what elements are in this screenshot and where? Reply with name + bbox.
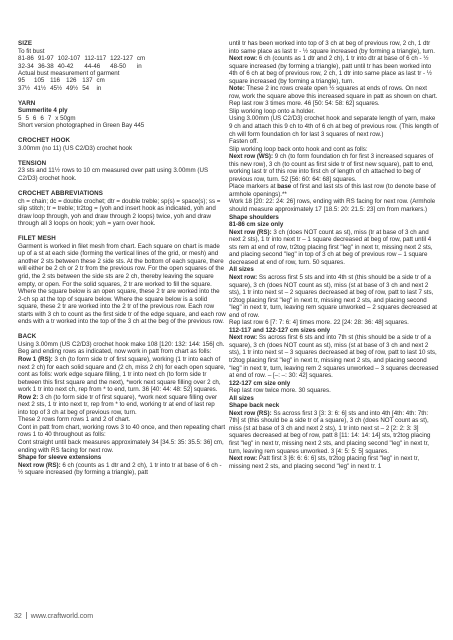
sleeve-next-row-text: 6 ch (counts as 1 dtr and 2 ch), 1 tr into tr at base of 6 ch - ½ square increased (by forming a triangle), patt: [18, 461, 222, 477]
actual-size-table: [18, 77, 109, 92]
place-markers: [229, 183, 439, 198]
neck-rs-row: [229, 410, 439, 455]
row-2-label: Row 2:: [18, 393, 39, 401]
back-instruction: Beg and ending rows as indicated, now work in patt from chart as folls:: [18, 348, 212, 356]
table-cell: 105: [34, 77, 45, 85]
yarn-name: Summerlite 4 ply: [18, 107, 68, 115]
table-cell: 112-117: [84, 55, 107, 63]
shoulder-next-text: Ss across first 5 sts and into 4th st (this should be a side tr of a square), 3 ch (does NOT count as st), miss (st at base of 3 ch and next 2 sts), 1 tr into next st – 2 squares decreased at beg of row, patt to last 7 sts, tr2tog placing first "leg" in next tr, missing next 2 sts, and placing second "leg" in next tr, turn, leaving rem square unworked – 2 squares decreased at end of row.: [229, 273, 438, 319]
rep-twice: Rep last row twice more. 30 squares.: [229, 387, 331, 395]
website-link[interactable]: www.craftworld.com: [30, 613, 94, 620]
neck-rs-text: Ss across first 3 [3: 3: 6: 6] sts and into 4th [4th: 4th: 7th: 7th] st (this should be a side tr of a square), 3 ch (does NOT count as st), miss (st at base of 3 ch and next 2 sts), 1 tr into next st – 2 [2: 2: 3: 3] squares decreased at beg of row, patt 8 [11: 14: 14: 14] sts, tr2tog placing first "leg" in next tr, missing next 2 sts, and placing second "leg" in next tr, turn, leaving rem squares unworked. 3 [4: 5: 5: 5] squares.: [229, 409, 431, 455]
size-122-heading: 122-127 cm size only: [229, 379, 291, 387]
right-column: [229, 40, 439, 470]
table-cell: 126: [66, 77, 77, 85]
table-cell: 122-127: [110, 55, 133, 63]
note-label: Note:: [229, 85, 245, 93]
table-cell: 49½: [66, 84, 79, 92]
back-straight: Cont straight until back measures approximately 34 [34.5: 35: 35.5: 36] cm, ending with RS facing for next row.: [18, 439, 224, 454]
footer-divider: [26, 612, 27, 619]
actual-bust-label: Actual bust measurement of garment: [18, 69, 120, 77]
yarn-heading: YARN: [18, 99, 36, 107]
tension-heading: TENSION: [18, 159, 47, 167]
neck-rs-label: Next row (RS):: [229, 409, 272, 417]
size-81-heading: 81-86 cm size only: [229, 221, 284, 229]
actual-size-row: [18, 77, 109, 84]
table-cell: x 50gm: [55, 114, 76, 122]
place-markers-c: of first and last sts of this last row (to denote base of armhole openings).**: [229, 183, 436, 198]
bust-size-row: [18, 55, 149, 62]
table-cell: 40-42: [57, 62, 74, 70]
neck-next-label: Next row:: [229, 455, 258, 463]
table-cell: 44-46: [84, 62, 101, 70]
table-cell: 54: [82, 84, 90, 92]
table-cell: 116: [50, 77, 60, 85]
fit-bust-label: To fit bust: [18, 47, 45, 55]
shoulder-next-label: Next row:: [229, 273, 258, 281]
size-112-next-label: Next row:: [229, 334, 258, 342]
table-cell: 41½: [34, 84, 47, 92]
abbreviations-text: ch = chain; dc = double crochet; dtr = double treble; sp(s) = space(s); ss = slip stitch; tr = treble; tr2tog = (yoh and insert hook as indicated, yoh and draw loop through, yoh and draw through 2 loops) twice, yoh and draw through all 3 loops on hook; yoh = yarn over hook.: [18, 197, 221, 228]
shoulder-next-row: [229, 274, 439, 319]
note-text: These 2 inc rows create open ½ squares at ends of rows. On next row, work the square above this increased square in patt as shown on chart.: [229, 85, 438, 100]
table-cell: 37½: [18, 84, 31, 92]
continued-text: until tr has been worked into top of 3 ch at beg of previous row, 2 ch, 1 dtr into same place as last tr - ½ square increased (by forming a triangle), turn.: [229, 40, 436, 55]
shoulder-rs-row: [229, 229, 439, 267]
sleeve-extension-heading: Shape for sleeve extensions: [18, 454, 102, 462]
separate-yarn: Using 3.00mm (US C2/D3) crochet hook and separate length of yarn, make 9 ch and attach this 9 ch to 4th of 6 ch at beg of previous row. (This length of ch will form foundation ch for last 3 squares of next row.): [229, 115, 439, 138]
yarn-quantity-table: [18, 115, 80, 122]
all-sizes-heading-1: All sizes: [229, 266, 254, 274]
table-cell: 48-50: [110, 62, 126, 70]
slip-back: Slip working loop back onto hook and cont as folls:: [229, 145, 368, 153]
left-column: [18, 40, 226, 477]
table-cell: 137: [82, 77, 93, 85]
fasten-off: Fasten off.: [229, 138, 259, 146]
table-cell: 36-38: [37, 62, 54, 70]
row-1-label: Row 1 (RS):: [18, 355, 53, 363]
place-markers-base: base: [277, 183, 292, 191]
sleeve-next-row-label: Next row (RS):: [18, 461, 61, 469]
shoulder-rs-label: Next row (RS):: [229, 228, 272, 236]
table-cell: 95: [18, 77, 25, 85]
table-cell: in: [96, 84, 102, 92]
table-cell: 91-97: [37, 55, 54, 63]
note-paragraph: [229, 85, 439, 100]
size-112-heading: 112-117 and 122-127 cm sizes only: [229, 326, 331, 334]
size-heading: SIZE: [18, 40, 33, 47]
table-cell: in: [136, 62, 142, 70]
place-markers-a: Place markers at: [229, 183, 278, 191]
next-row-inc-text: 6 ch (counts as 1 dtr and 2 ch), 1 tr into dtr at base of 6 ch - ½ square increased (by forming a triangle), patt until tr has been worked into 4th of 6 ch at beg of previous row, 2 ch, 1 dtr into same place as last tr - ½ square increased (by forming a triangle), turn.: [229, 55, 432, 85]
row-2-instruction: [18, 394, 226, 417]
table-cell: 81-86: [18, 55, 34, 63]
work-rows: Work 18 [20: 22: 24: 26] rows, ending with RS facing for next row. (Armhole should measure approximately 17 [18.5: 20: 21.5: 23] cm from markers.): [229, 198, 436, 214]
table-cell: 32-34: [18, 62, 34, 70]
next-row-ws-label: Next row (WS):: [229, 153, 273, 161]
slip-loop: Slip working loop onto a holder.: [229, 107, 315, 115]
hook-heading: CROCHET HOOK: [18, 137, 71, 145]
hook-text: 3.00mm (no 11) (US C2/D3) crochet hook: [18, 144, 133, 152]
next-row-inc: [229, 55, 439, 85]
yarn-quantity-row: [18, 115, 80, 122]
next-row-ws: [229, 153, 439, 183]
bust-size-row: [18, 63, 149, 70]
next-row-inc-label: Next row:: [229, 55, 258, 63]
filet-mesh-heading: FILET MESH: [18, 235, 56, 243]
size-112-next-row: [229, 334, 439, 379]
table-cell: 5: [18, 114, 22, 122]
table-cell: 45½: [50, 84, 63, 92]
table-cell: 5: [25, 114, 29, 122]
back-intro: Using 3.00mm (US C2/D3) crochet hook make 108 [120: 132: 144: 156] ch.: [18, 340, 225, 348]
table-cell: 7: [47, 114, 52, 122]
table-cell: cm: [96, 77, 105, 85]
table-cell: cm: [136, 55, 146, 63]
shape-shoulders-heading: Shape shoulders: [229, 213, 279, 221]
photo-note: Short version photographed in Green Bay 445: [18, 122, 145, 130]
back-continue: Cont in patt from chart, working rows 3 to 40 once, and then repeating chart rows 1 to 40 throughout as folls:: [18, 423, 226, 439]
back-neck-heading: Shape back neck: [229, 402, 280, 410]
table-cell: 6: [32, 114, 37, 122]
page-number: 32: [14, 613, 22, 620]
tension-text: 23 sts and 11½ rows to 10 cm measured over patt using 3.00mm (US C2/D3) crochet hook.: [18, 167, 209, 182]
all-sizes-heading-2: All sizes: [229, 394, 254, 402]
bust-size-table: [18, 55, 149, 70]
back-rows-note: These 2 rows form rows 1 and 2 of chart.: [18, 416, 131, 424]
rep-last-row: Rep last row 6 [7: 7: 6: 4] times more. 22 [24: 28: 36: 48] squares.: [229, 319, 409, 327]
table-cell: 102-107: [57, 55, 81, 63]
neck-next-row: [229, 455, 439, 470]
next-row-ws-text: 9 ch (to form foundation ch for first 3 increased squares of this new row), 3 ch (to count as first side tr of first new square), patt to end, working last tr of this row into first ch of length of ch attached to beg of previous row, turn. 52 [56: 60: 64: 68] squares.: [229, 153, 434, 183]
sleeve-next-row: [18, 462, 226, 477]
row-1-text: 3 ch (to form side tr of first square), working (1 tr into each of next 2 ch) for each solid square and (2 ch, miss 2 ch) for each open square, cont as folls: work edge square filling, 1 tr into next ch (to form side tr between this first square and the next), *work next square filling over 2 ch, work 1 tr into next ch, rep from * to end, turn. 36 [40: 44: 48: 52] squares.: [18, 355, 226, 394]
filet-mesh-text: Garment is worked in filet mesh from chart. Each square on chart is made up of a st at each side (forming the vertical lines of the grid, or mesh) and another 2 sts between these 2 side sts. At the bottom of each square, there will either be 2 ch or 2 tr from the previous row. For the open squares of the grid, the 2 sts between the side sts are 2 ch, thereby leaving the square empty, or open. For the solid squares, 2 tr are worked to fill the square. Where the square below is an open square, these 2 tr are worked into the 2-ch sp at the top of square below. Where the square below is a solid square, these 2 tr are worked into the 2 tr of the previous row. Each row starts with 3 ch to count as the first side tr of the edge square, and each row ends with a tr worked into the top of the 3 ch at the beg of the previous row.: [18, 242, 226, 326]
size-112-next-text: Ss across first 6 sts and into 7th st (this should be a side tr of a square), 3 ch (does NOT count as st), miss (st at base of 3 ch and next 2 sts), 1 tr into next st – 3 squares decreased at beg of row, patt to last 10 sts, tr2tog placing first "leg" in next tr, missing next 2 sts, and placing second "leg" in next tr, turn, leaving rem 2 squares unworked – 3 squares decreased at end of row. – [–: –: 30: 42] squares.: [229, 334, 439, 380]
table-cell: 6: [40, 114, 44, 122]
rep-rows: Rep last row 3 times more. 46 [50: 54: 58: 62] squares.: [229, 100, 380, 108]
neck-next-text: Patt first 3 [6: 6: 6: 6] sts, tr2tog placing first "leg" in next tr, missing next 2 sts, and placing second "leg" in next tr. 1: [229, 455, 420, 470]
row-2-text: 3 ch (to form side tr of first square), *work next square filling over next 2 sts, 1 tr into next tr, rep from * to end, working tr at end of last rep into top of 3 ch at beg of previous row, turn.: [18, 393, 218, 416]
page-footer: [14, 612, 93, 620]
abbreviations-heading: CROCHET ABBREVIATIONS: [18, 190, 103, 198]
back-heading: BACK: [18, 333, 37, 341]
actual-size-row: [18, 85, 109, 92]
shoulder-rs-text: 3 ch (does NOT count as st), miss (tr at base of 3 ch and next 2 sts), 1 tr into next tr – 1 square decreased at beg of row, patt until 4 sts rem at end of row, tr2tog placing first "leg" in next tr, missing next 2 sts, and placing second "leg" in top of 3 ch at beg of previous row – 1 square decreased at end of row, turn. 50 squares.: [229, 228, 433, 266]
row-1-instruction: [18, 356, 226, 394]
